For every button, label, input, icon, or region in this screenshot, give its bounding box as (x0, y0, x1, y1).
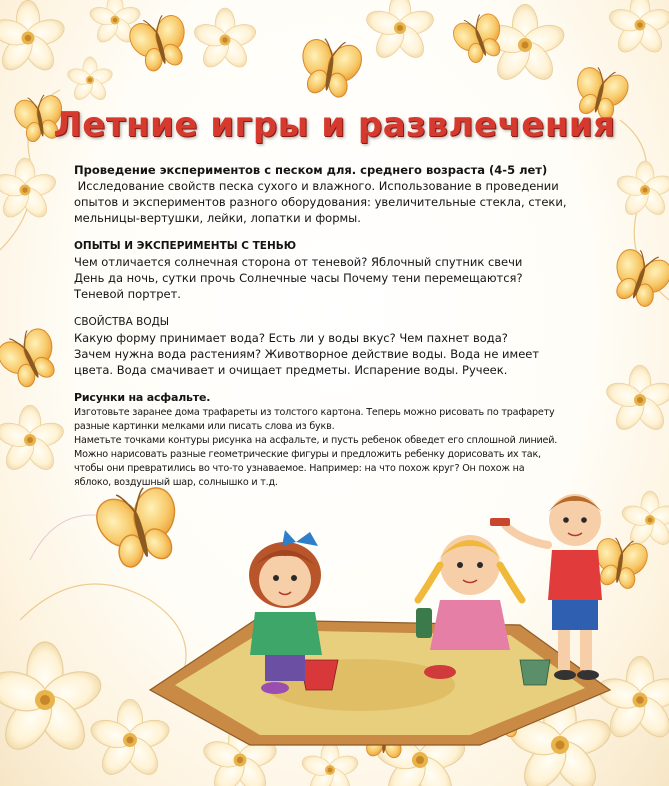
section-heading: Рисунки на асфальте. (74, 391, 211, 404)
section-line: яблоко, воздушный шар, солнышко и т.д. (74, 477, 278, 488)
section-line: Чем отличается солнечная сторона от теневой? Яблочный спутник свечи (74, 255, 523, 269)
content-area (74, 162, 634, 490)
section-line: разные картинки мелками или писать слова из букв. (74, 421, 335, 432)
section-line: Какую форму принимает вода? Есть ли у воды вкус? Чем пахнет вода? (74, 331, 508, 345)
page-title: Летние игры и развлечения (53, 105, 616, 145)
section-line: Изготовьте заранее дома трафареты из толстого картона. Теперь можно рисовать по трафарету (74, 407, 555, 418)
section-line: День да ночь, сутки прочь Солнечные часы Почему тени перемещаются? (74, 271, 523, 285)
section-water-properties (74, 314, 634, 378)
section-shadow-experiments (74, 238, 634, 302)
section-asphalt-drawings (74, 390, 634, 490)
section-line: Зачем нужна вода растениям? Животворное действие воды. Вода не имеет (74, 347, 540, 361)
section-line: чтобы они превратились во что-то узнаваемое. Например: на что похож круг? Он похож на (74, 463, 525, 474)
section-line: опытов и экспериментов разного оборудования: увеличительные стекла, стеки, (74, 195, 567, 209)
section-line: Теневой портрет. (74, 287, 181, 301)
section-line: Наметьте точками контуры рисунка на асфальте, и пусть ребенок обведет его сплошной линией. (74, 435, 558, 446)
section-heading: ОПЫТЫ И ЭКСПЕРИМЕНТЫ С ТЕНЬЮ (74, 240, 297, 252)
section-sand-experiments (74, 162, 634, 226)
section-line: Исследование свойств песка сухого и влажного. Использование в проведении (74, 179, 559, 193)
section-heading: Проведение экспериментов с песком для. среднего возраста (4-5 лет) (74, 163, 548, 177)
section-line: мельницы-вертушки, лейки, лопатки и формы. (74, 211, 361, 225)
section-line: цвета. Вода смачивает и очищает предметы. Испарение воды. Ручеек. (74, 363, 508, 377)
section-heading: СВОЙСТВА ВОДЫ (74, 316, 170, 328)
section-line: Можно нарисовать разные геометрические фигуры и предложить ребенку дорисовать их так, (74, 449, 541, 460)
